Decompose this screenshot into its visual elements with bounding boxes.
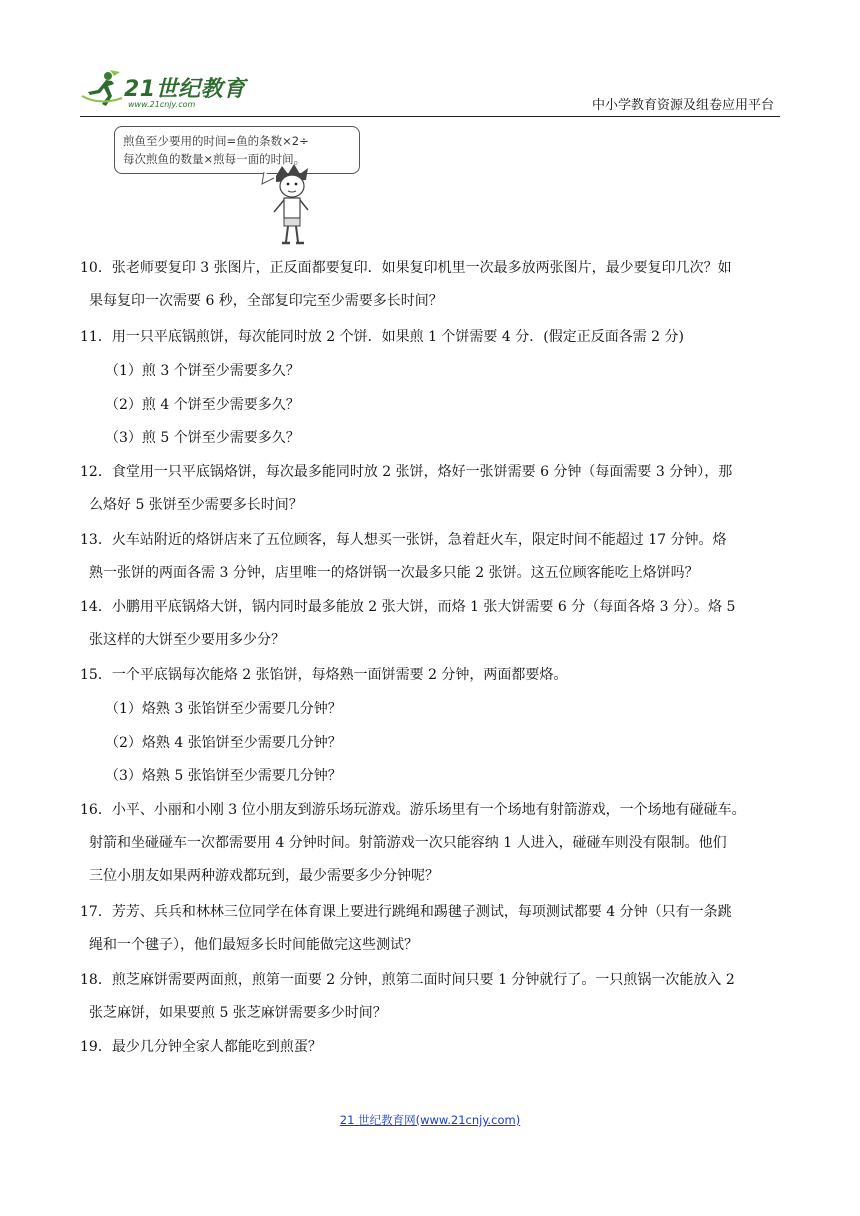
logo-url: www.21cnjy.com bbox=[128, 100, 196, 109]
question-text: 绳和一个毽子），他们最短多长时间能做完这些测试？ bbox=[89, 937, 418, 953]
cartoon-figure bbox=[114, 126, 374, 248]
question-text: 16．小平、小丽和小刚 3 位小朋友到游乐场玩游戏。游乐场里有一个场地有射箭游戏，一个场地有碰碰车。 bbox=[80, 802, 746, 818]
boy-illustration-icon bbox=[114, 126, 374, 248]
question-text: 么烙好 5 张饼至少需要多长时间？ bbox=[89, 497, 303, 513]
question-17 bbox=[80, 902, 792, 955]
question-text: 熟一张饼的两面各需 3 分钟，店里唯一的烙饼锅一次最多只能 2 张饼。这五位顾客能吃上烙饼吗？ bbox=[89, 565, 699, 581]
question-text: 14．小鹏用平底锅烙大饼，锅内同时最多能放 2 张大饼，而烙 1 张大饼需要 6 分（每面各烙 3 分）。烙 5 bbox=[80, 599, 736, 615]
question-text: 18．煎芝麻饼需要两面煎，煎第一面要 2 分钟，煎第二面时间只要 1 分钟就行了。一只煎锅一次能放入 2 bbox=[80, 972, 735, 988]
question-15-sub-1: （1）烙熟 3 张馅饼至少需要几分钟？ bbox=[105, 701, 342, 717]
page-header bbox=[80, 66, 780, 117]
question-11-sub-2: （2）煎 4 个饼至少需要多久？ bbox=[105, 397, 300, 413]
question-15 bbox=[80, 665, 792, 685]
question-text: 三位小朋友如果两种游戏都玩到，最少需要多少分钟呢？ bbox=[89, 868, 439, 884]
question-text: 张这样的大饼至少要用多少分？ bbox=[89, 632, 285, 648]
question-15-sub-3: （3）烙熟 5 张馅饼至少需要几分钟？ bbox=[105, 768, 342, 784]
question-text: 射箭和坐碰碰车一次都需要用 4 分钟时间。射箭游戏一次只能容纳 1 人进入，碰碰车则没有限制。他们 bbox=[89, 835, 727, 851]
site-logo[interactable] bbox=[80, 66, 260, 112]
question-text: 张芝麻饼，如果要煎 5 张芝麻饼需要多少时间？ bbox=[89, 1005, 387, 1021]
logo-text: 21世纪教育 bbox=[124, 77, 246, 102]
question-13 bbox=[80, 530, 792, 583]
question-11 bbox=[80, 327, 792, 347]
question-text: 10．张老师要复印 3 张图片，正反面都要复印．如果复印机里一次最多放两张图片，最少要复印几次？如 bbox=[80, 260, 732, 276]
bubble-line-1: 煎鱼至少要用的时间=鱼的条数×2÷ bbox=[123, 134, 309, 148]
question-11-sub-1: （1）煎 3 个饼至少需要多久？ bbox=[105, 363, 300, 379]
question-15-sub-2: （2）烙熟 4 张馅饼至少需要几分钟？ bbox=[105, 735, 342, 751]
question-14 bbox=[80, 597, 792, 650]
question-16 bbox=[80, 800, 792, 886]
question-11-sub-3: （3）煎 5 个饼至少需要多久？ bbox=[105, 430, 300, 446]
question-18 bbox=[80, 970, 792, 1023]
runner-logo-icon bbox=[80, 68, 124, 108]
question-text: 13．火车站附近的烙饼店来了五位顾客，每人想买一张饼，急着赶火车，限定时间不能超过 17 分钟。烙 bbox=[80, 532, 727, 548]
question-text: 17．芳芳、兵兵和林林三位同学在体育课上要进行跳绳和踢毽子测试，每项测试都要 4 分钟（只有一条跳 bbox=[80, 904, 732, 920]
question-text: 15．一个平底锅每次能烙 2 张馅饼，每烙熟一面饼需要 2 分钟，两面都要烙。 bbox=[80, 667, 568, 683]
platform-title: 中小学教育资源及组卷应用平台 bbox=[591, 98, 774, 113]
question-19 bbox=[80, 1037, 792, 1057]
question-12 bbox=[80, 462, 792, 515]
question-text: 19．最少几分钟全家人都能吃到煎蛋？ bbox=[80, 1039, 322, 1055]
question-text: 12．食堂用一只平底锅烙饼，每次最多能同时放 2 张饼，烙好一张饼需要 6 分钟（每面需要 3 分钟），那 bbox=[80, 464, 733, 480]
footer-link[interactable]: 21 世纪教育网(www.21cnjy.com) bbox=[339, 1113, 521, 1127]
question-text: 11．用一只平底锅煎饼，每次能同时放 2 个饼．如果煎 1 个饼需要 4 分．(假定正反面各需 2 分) bbox=[80, 329, 684, 345]
bubble-line-2: 每次煎鱼的数量×煎每一面的时间。 bbox=[123, 152, 306, 166]
question-text: 果每复印一次需要 6 秒，全部复印完至少需要多长时间？ bbox=[89, 293, 443, 309]
question-10 bbox=[80, 258, 792, 311]
